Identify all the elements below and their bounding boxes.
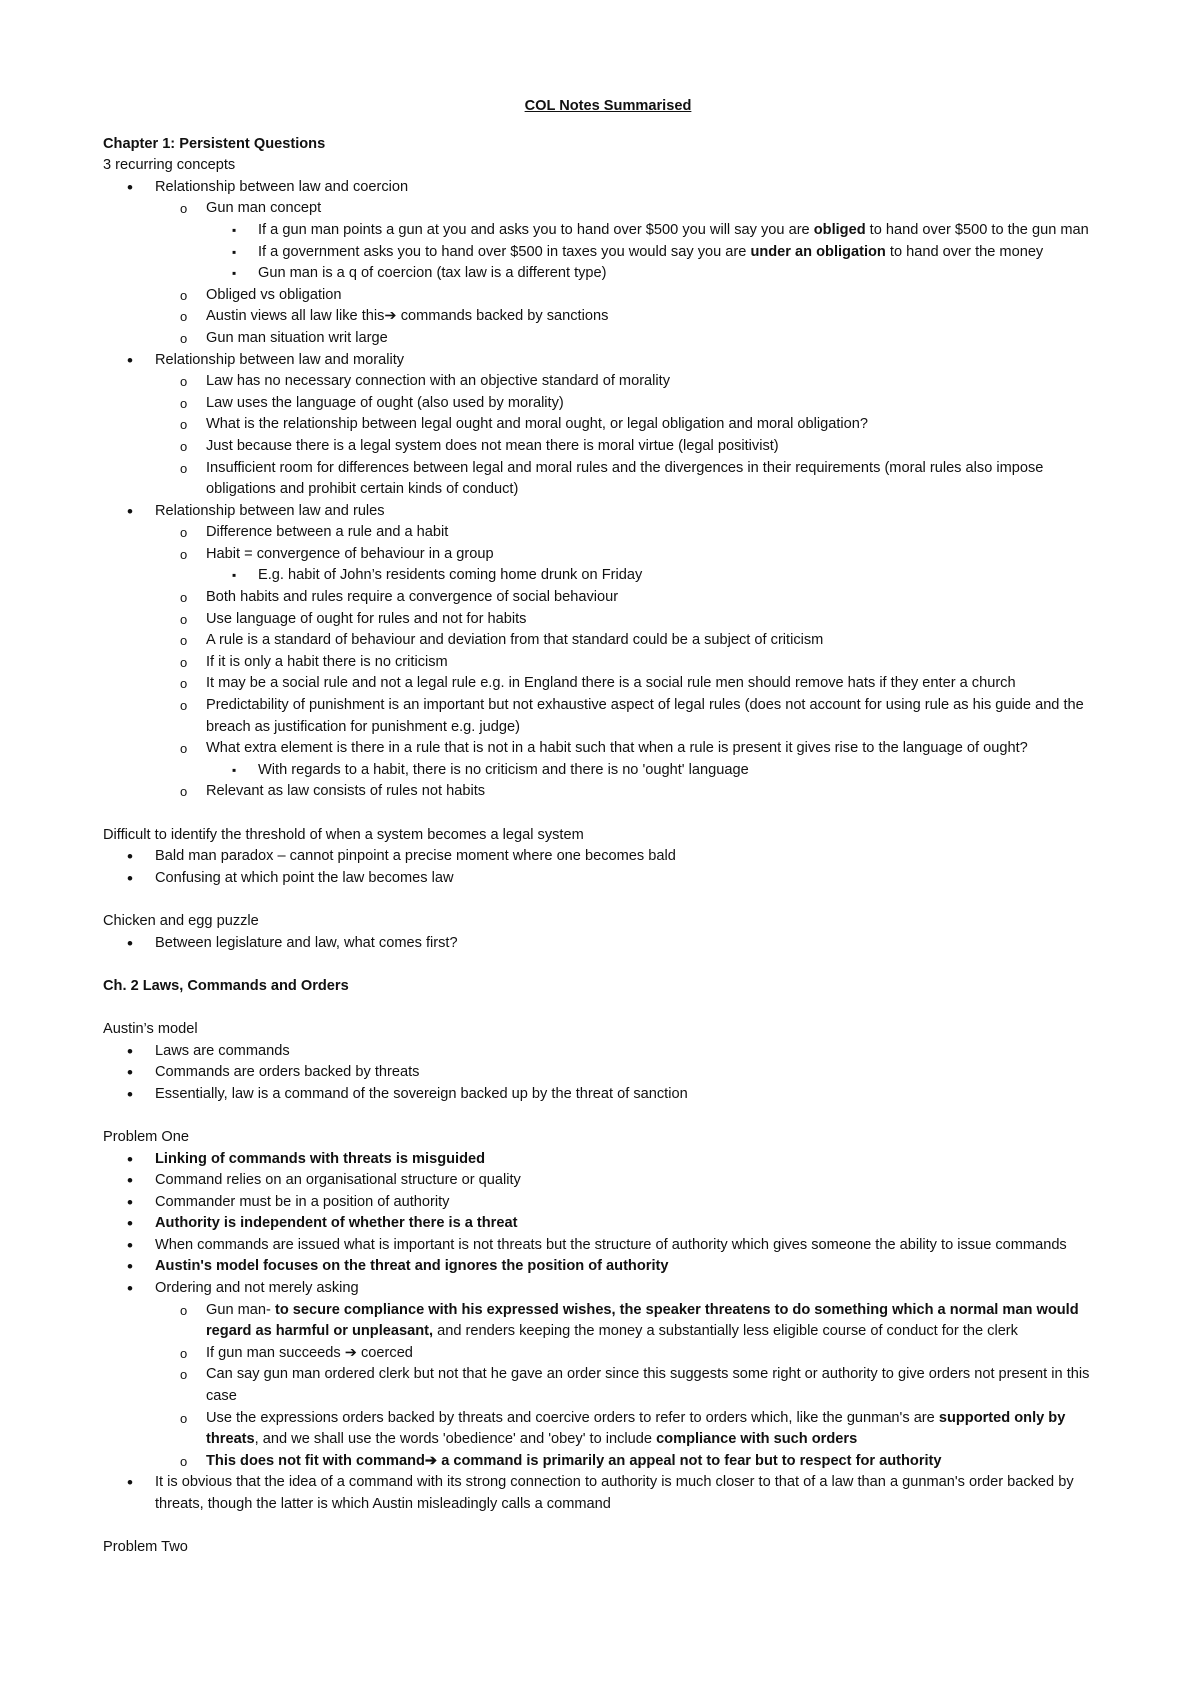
text-segment: Relationship between law and morality (155, 351, 405, 368)
text-segment: It is obvious that the idea of a command with its strong connection to authority is much closer to that of a law than a gunman's order backed by threats, though the latter is which Austin misleadingly calls a command (155, 1474, 1074, 1512)
document-page (103, 96, 1113, 1559)
text-segment: Commands are orders backed by threats (155, 1064, 420, 1081)
blank-line (103, 997, 1113, 1019)
blank-line (103, 803, 1113, 825)
text-segment: A rule is a standard of behaviour and deviation from that standard could be a subject of criticism (206, 632, 824, 649)
text-segment: Gun man- (206, 1301, 275, 1318)
bullet-list (103, 1149, 1113, 1516)
text-segment: Just because there is a legal system does not mean there is moral virtue (legal positivist) (206, 437, 779, 454)
bold-text: compliance with such orders (656, 1431, 858, 1448)
list-item-level-2 (103, 738, 1113, 760)
bold-text: Linking of commands with threats is misguided (155, 1150, 486, 1167)
list-item-level-1 (103, 1256, 1113, 1278)
text-segment: Both habits and rules require a convergence of social behaviour (206, 589, 619, 606)
list-item-level-2 (103, 458, 1113, 501)
text-segment: What is the relationship between legal ought and moral ought, or legal obligation and moral obligation? (206, 416, 869, 433)
text-segment: to hand over $500 to the gun man (865, 221, 1089, 238)
bold-text: under an obligation (750, 243, 886, 260)
list-item-level-1 (103, 1041, 1113, 1063)
list-item-level-2 (103, 328, 1113, 350)
bold-text: obliged (813, 221, 866, 238)
text-segment: Difference between a rule and a habit (206, 524, 449, 541)
list-item-level-2 (103, 198, 1113, 220)
text-segment: to hand over the money (885, 243, 1044, 260)
text-segment: Relationship between law and coercion (155, 178, 409, 195)
paragraph: Chicken and egg puzzle (103, 912, 259, 929)
text-segment: What extra element is there in a rule that is not in a habit such that when a rule is present it gives rise to the language of ought? (206, 740, 1028, 757)
text-segment: , and we shall use the words 'obedience' and 'obey' to include (254, 1431, 657, 1448)
text-segment: Bald man paradox – cannot pinpoint a precise moment where one becomes bald (155, 848, 676, 865)
list-item-level-1 (103, 1472, 1113, 1515)
list-item-level-1 (103, 846, 1113, 868)
text-segment: Use language of ought for rules and not for habits (206, 610, 527, 627)
text-segment: and renders keeping the money a substantially less eligible course of conduct for the clerk (433, 1323, 1018, 1340)
paragraph: Austin’s model (103, 1020, 198, 1037)
bullet-list (103, 933, 1113, 955)
text-segment: Can say gun man ordered clerk but not that he gave an order since this suggests some right or authority to give orders not present in this case (206, 1366, 1090, 1405)
blank-line (103, 1516, 1113, 1538)
list-item-level-3 (103, 242, 1113, 264)
text-segment: If a government asks you to hand over $500 in taxes you would say you are (258, 243, 751, 260)
list-item-level-1 (103, 1062, 1113, 1084)
bold-text: supported only by threats (206, 1409, 1066, 1448)
list-item-level-2 (103, 1300, 1113, 1343)
list-item-level-1 (103, 350, 1113, 372)
text-segment: If it is only a habit there is no criticism (206, 653, 448, 670)
list-item-level-1 (103, 1235, 1113, 1257)
bullet-list (103, 177, 1113, 803)
text-segment: Insufficient room for differences between legal and moral rules and the divergences in their requirements (moral rules also impose obligations and prohibit certain kinds of conduct) (206, 459, 1044, 498)
text-segment: If gun man succeeds ➔ coerced (206, 1344, 413, 1361)
text-segment: Laws are commands (155, 1042, 290, 1059)
text-segment: Relationship between law and rules (155, 502, 385, 519)
bold-text: to secure compliance with his expressed wishes, the speaker threatens to do something which a normal man would regard as harmful or unpleasant, (206, 1301, 1079, 1340)
text-segment: Predictability of punishment is an important but not exhaustive aspect of legal rules (does not account for using rule as his guide and the breach as justification for punishment e.g. judge) (206, 697, 1084, 735)
bullet-list (103, 1041, 1113, 1106)
blank-line (103, 1105, 1113, 1127)
list-item-level-1 (103, 868, 1113, 890)
list-item-level-2 (103, 306, 1113, 328)
text-segment: Austin views all law like this➔ commands backed by sanctions (206, 308, 609, 325)
bullet-list (103, 846, 1113, 889)
paragraph: 3 recurring concepts (103, 157, 236, 174)
list-item-level-2 (103, 1451, 1113, 1473)
paragraph: Difficult to identify the threshold of when a system becomes a legal system (103, 826, 584, 843)
text-segment: Between legislature and law, what comes first? (155, 934, 458, 951)
text-segment: It may be a social rule and not a legal rule e.g. in England there is a social rule men should remove hats if they enter a church (206, 675, 1016, 692)
list-item-level-2 (103, 630, 1113, 652)
paragraph: Problem One (103, 1128, 189, 1145)
bold-text: Authority is independent of whether there is a threat (155, 1215, 518, 1232)
text-segment: Confusing at which point the law becomes law (155, 869, 454, 886)
bold-text: This does not fit with command➔ a command is primarily an appeal not to fear but to respect for authority (206, 1452, 942, 1469)
list-item-level-2 (103, 522, 1113, 544)
paragraph: Problem Two (103, 1539, 188, 1556)
list-item-level-1 (103, 1084, 1113, 1106)
text-segment: Gun man situation writ large (206, 329, 388, 346)
section-heading: Ch. 2 Laws, Commands and Orders (103, 977, 349, 994)
bold-text: Austin's model focuses on the threat and ignores the position of authority (155, 1258, 669, 1275)
list-item-level-3 (103, 220, 1113, 242)
list-item-level-3 (103, 565, 1113, 587)
text-segment: Ordering and not merely asking (155, 1280, 359, 1297)
list-item-level-2 (103, 673, 1113, 695)
list-item-level-2 (103, 393, 1113, 415)
text-segment: Use the expressions orders backed by threats and coercive orders to refer to orders which, like the gunman's are (206, 1409, 939, 1426)
text-segment: With regards to a habit, there is no criticism and there is no 'ought' language (258, 761, 749, 778)
text-segment: Law uses the language of ought (also used by morality) (206, 394, 564, 411)
list-item-level-2 (103, 609, 1113, 631)
list-item-level-1 (103, 1149, 1113, 1171)
text-segment: E.g. habit of John’s residents coming home drunk on Friday (258, 567, 643, 584)
text-segment: Essentially, law is a command of the sovereign backed up by the threat of sanction (155, 1085, 688, 1102)
list-item-level-2 (103, 544, 1113, 566)
list-item-level-3 (103, 760, 1113, 782)
list-item-level-2 (103, 695, 1113, 738)
text-segment: Gun man concept (206, 200, 322, 217)
text-segment: Command relies on an organisational structure or quality (155, 1172, 521, 1189)
list-item-level-2 (103, 436, 1113, 458)
text-segment: Relevant as law consists of rules not habits (206, 783, 486, 800)
list-item-level-2 (103, 371, 1113, 393)
list-item-level-3 (103, 263, 1113, 285)
text-segment: Obliged vs obligation (206, 286, 342, 303)
list-item-level-1 (103, 933, 1113, 955)
list-item-level-1 (103, 1192, 1113, 1214)
text-segment: If a gun man points a gun at you and asks you to hand over $500 you will say you are (258, 221, 814, 238)
list-item-level-2 (103, 1343, 1113, 1365)
list-item-level-1 (103, 1278, 1113, 1300)
list-item-level-1 (103, 177, 1113, 199)
document-title: COL Notes Summarised (524, 98, 692, 114)
blank-line (103, 954, 1113, 976)
text-segment: Habit = convergence of behaviour in a group (206, 545, 494, 562)
text-segment: Gun man is a q of coercion (tax law is a different type) (258, 265, 607, 282)
list-item-level-2 (103, 587, 1113, 609)
text-segment: Commander must be in a position of authority (155, 1193, 450, 1210)
section-heading: Chapter 1: Persistent Questions (103, 135, 326, 152)
list-item-level-2 (103, 285, 1113, 307)
blank-line (103, 889, 1113, 911)
list-item-level-1 (103, 501, 1113, 523)
text-segment: Law has no necessary connection with an objective standard of morality (206, 373, 671, 390)
list-item-level-1 (103, 1213, 1113, 1235)
list-item-level-2 (103, 1364, 1113, 1407)
list-item-level-2 (103, 1408, 1113, 1451)
document-body (103, 134, 1113, 1559)
list-item-level-2 (103, 781, 1113, 803)
list-item-level-1 (103, 1170, 1113, 1192)
list-item-level-2 (103, 652, 1113, 674)
text-segment: When commands are issued what is important is not threats but the structure of authority which gives someone the ability to issue commands (155, 1236, 1067, 1253)
list-item-level-2 (103, 414, 1113, 436)
